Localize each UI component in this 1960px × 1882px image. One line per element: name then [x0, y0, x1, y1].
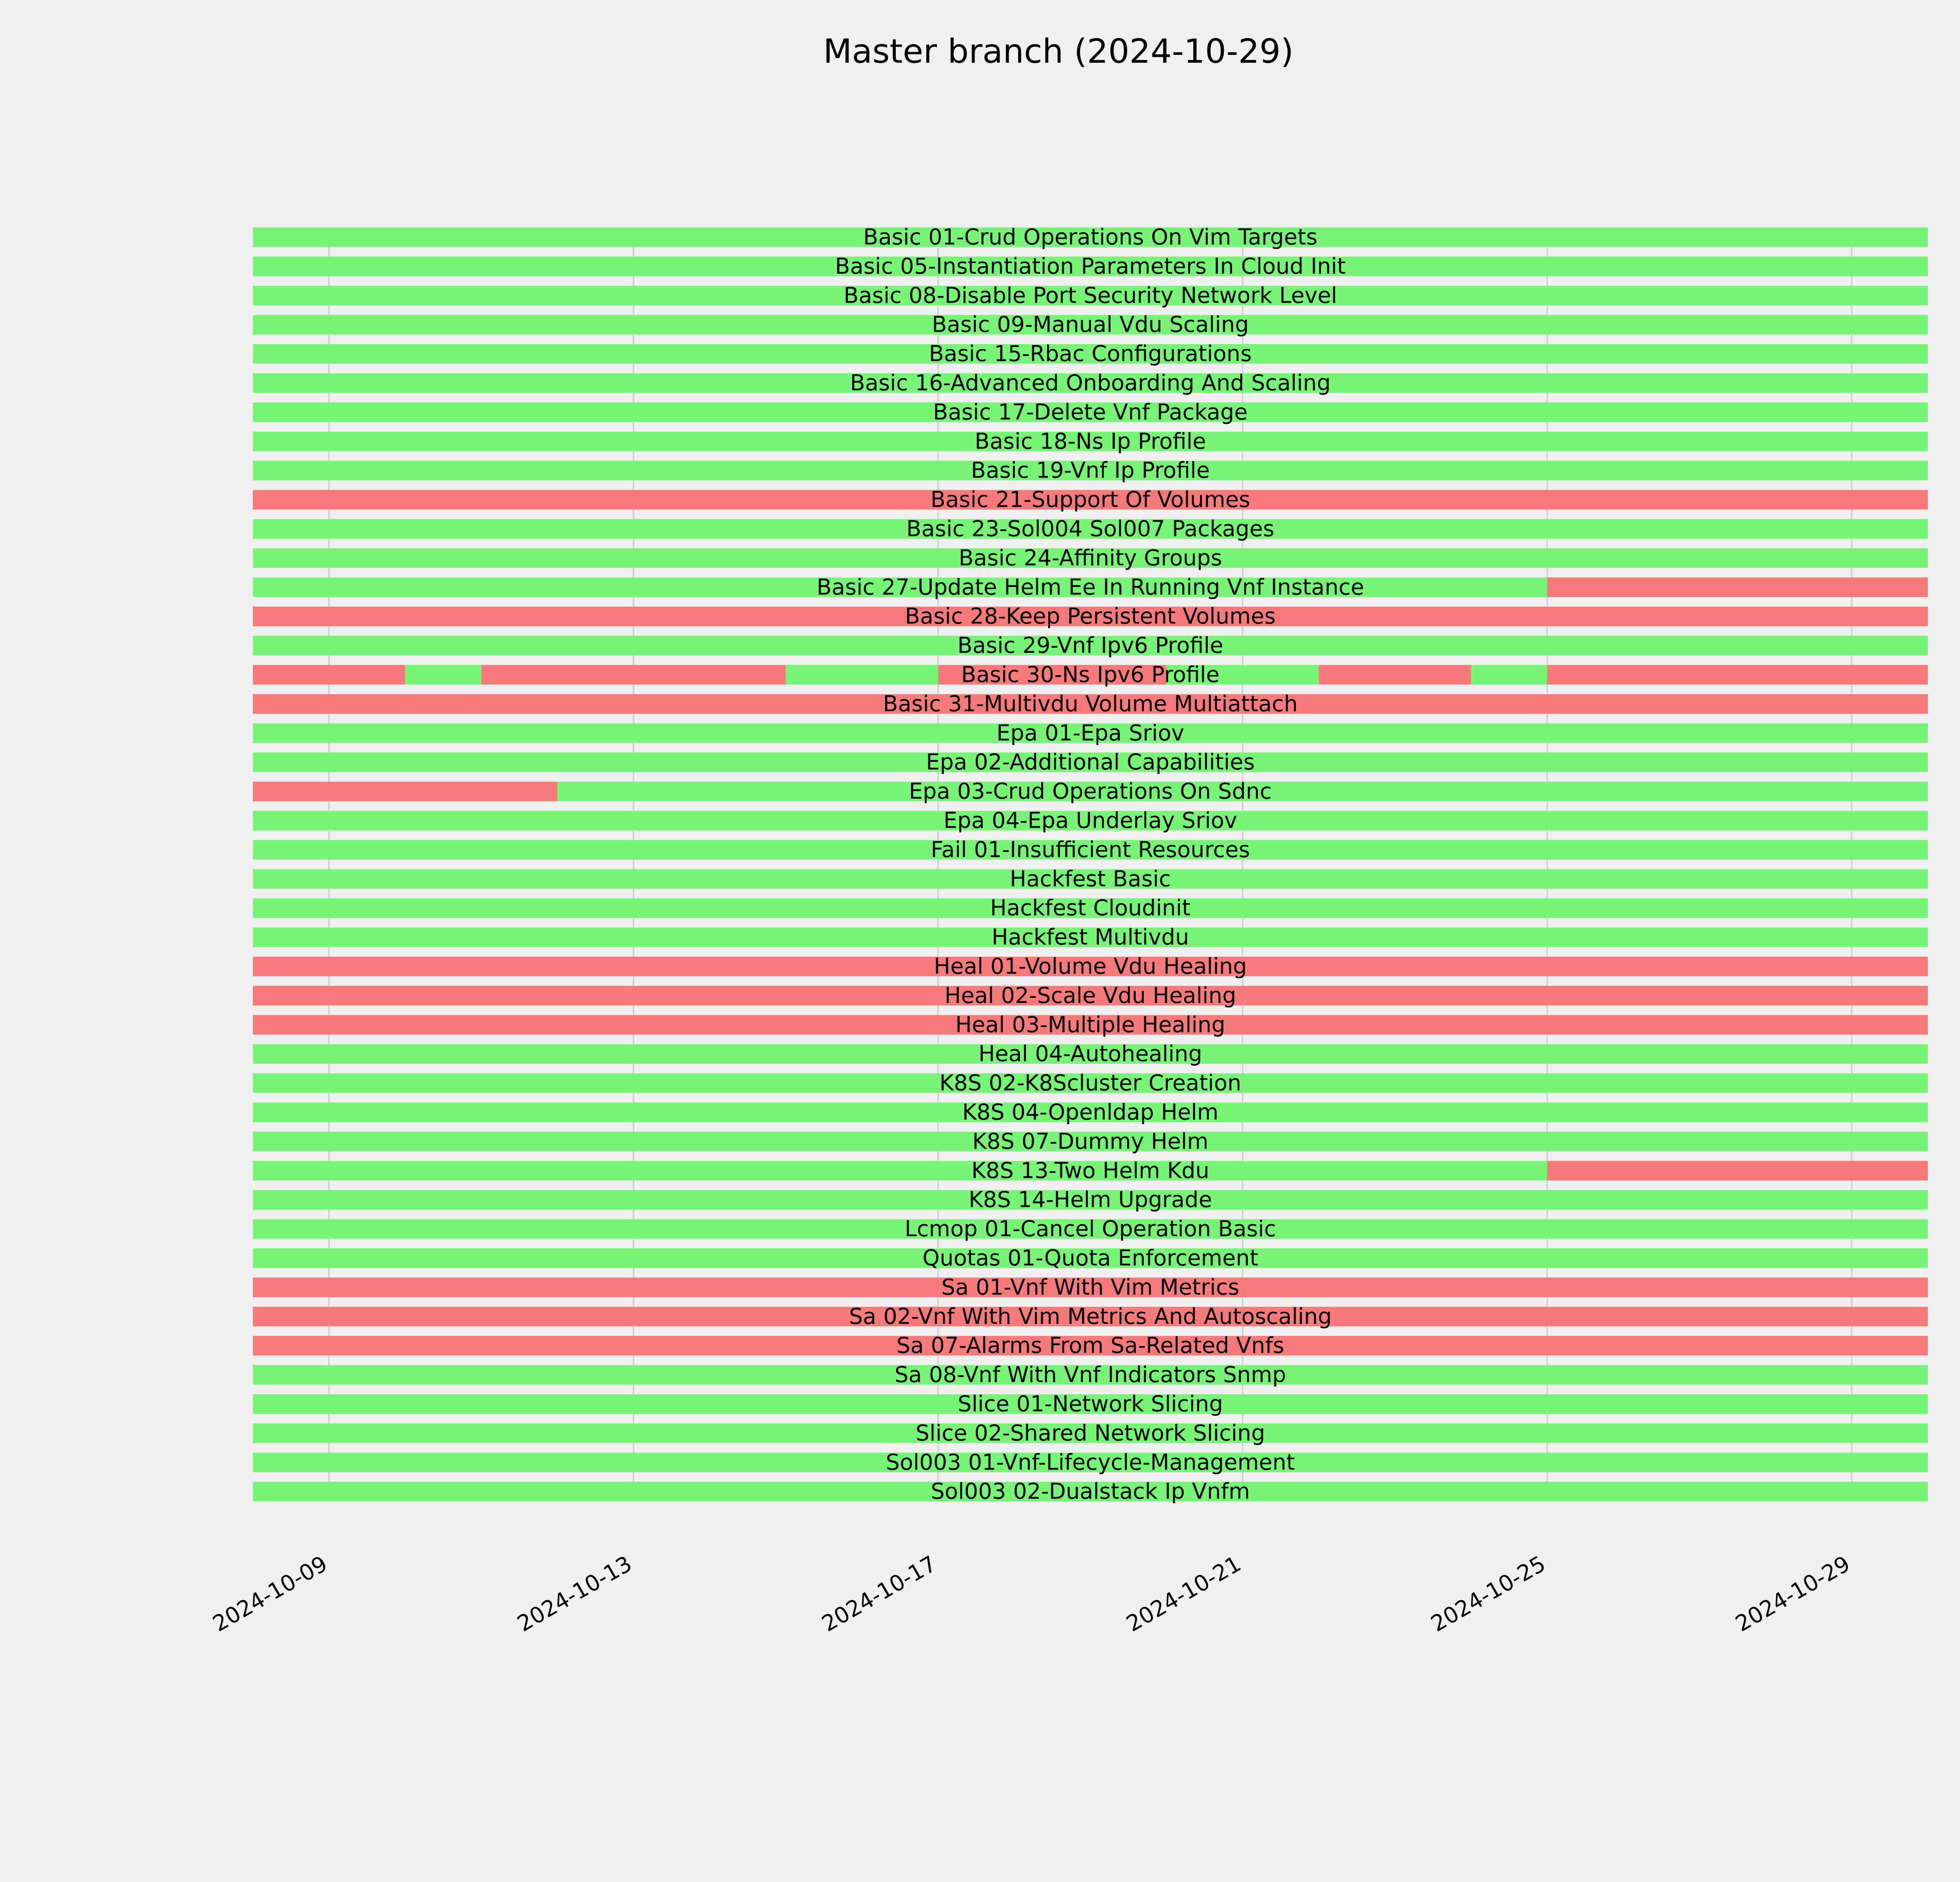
bar-segment-fail [1547, 1161, 1928, 1181]
row-label: Basic 16-Advanced Onboarding And Scaling [850, 370, 1331, 396]
x-tick-label: 2024-10-09 [208, 1551, 332, 1637]
x-tick-label: 2024-10-17 [817, 1551, 941, 1637]
row-label: Basic 17-Delete Vnf Package [933, 399, 1248, 425]
x-tick-label: 2024-10-29 [1731, 1551, 1855, 1637]
row-label: K8S 02-K8Scluster Creation [939, 1070, 1241, 1096]
bar-segment-fail [1547, 578, 1928, 597]
bar-segment-pass [1471, 665, 1547, 685]
row-label: K8S 07-Dummy Helm [972, 1128, 1209, 1154]
row-label: Basic 21-Support Of Volumes [930, 487, 1250, 513]
x-tick-label: 2024-10-13 [513, 1551, 637, 1637]
row-label: K8S 14-Helm Upgrade [968, 1187, 1212, 1213]
x-tick-label: 2024-10-25 [1426, 1551, 1550, 1637]
row-label: Heal 02-Scale Vdu Healing [944, 983, 1236, 1008]
row-label: Epa 02-Additional Capabilities [926, 749, 1255, 775]
bar-segment-pass [405, 665, 481, 685]
bar-segment-pass [786, 665, 938, 685]
bar-segment-fail [1319, 665, 1471, 685]
row-label: Heal 01-Volume Vdu Healing [934, 954, 1247, 979]
x-axis-ticks [209, 1551, 1855, 1637]
row-label: Basic 23-Sol004 Sol007 Packages [906, 516, 1274, 542]
row-label: K8S 13-Two Helm Kdu [971, 1158, 1210, 1184]
row-label: Heal 03-Multiple Healing [955, 1012, 1225, 1038]
row-label: Quotas 01-Quota Enforcement [922, 1245, 1258, 1271]
row-label: Hackfest Cloudinit [990, 895, 1191, 921]
bar-segment-pass [253, 1161, 1547, 1181]
row-label: Hackfest Multivdu [991, 925, 1189, 950]
row-label: Epa 01-Epa Sriov [996, 720, 1185, 746]
x-tick-label: 2024-10-21 [1122, 1551, 1245, 1637]
row-label: Basic 08-Disable Port Security Network Level [843, 283, 1338, 309]
row-label: K8S 04-Openldap Helm [962, 1099, 1219, 1125]
row-label: Epa 04-Epa Underlay Sriov [943, 808, 1238, 834]
row-label: Basic 09-Manual Vdu Scaling [932, 312, 1249, 338]
bar-segment-fail [481, 665, 786, 685]
bar-segment-fail [253, 665, 405, 685]
row-label: Sa 07-Alarms From Sa-Related Vnfs [896, 1333, 1285, 1359]
row-label: Basic 18-Ns Ip Profile [975, 429, 1206, 454]
row-label: Heal 04-Autohealing [978, 1041, 1202, 1067]
row-label: Basic 31-Multivdu Volume Multiattach [883, 691, 1298, 717]
row-label: Basic 28-Keep Persistent Volumes [905, 603, 1276, 629]
row-label: Sa 02-Vnf With Vim Metrics And Autoscaling [849, 1304, 1332, 1330]
row-label: Basic 05-Instantiation Parameters In Cloud Init [835, 253, 1346, 279]
row-label: Basic 30-Ns Ipv6 Profile [961, 662, 1220, 688]
row-label: Basic 27-Update Helm Ee In Running Vnf Instance [817, 574, 1364, 600]
row-label: Slice 01-Network Slicing [958, 1391, 1223, 1417]
row-label: Basic 01-Crud Operations On Vim Targets [863, 224, 1318, 250]
bar-segment-fail [253, 782, 557, 801]
row-label: Basic 29-Vnf Ipv6 Profile [957, 633, 1223, 659]
row-label: Fail 01-Insufficient Resources [931, 837, 1250, 863]
chart-title: Master branch (2024-10-29) [823, 32, 1294, 71]
row-label: Basic 24-Affinity Groups [958, 545, 1222, 571]
row-label: Basic 15-Rbac Configurations [929, 341, 1252, 367]
row-label: Lcmop 01-Cancel Operation Basic [904, 1216, 1276, 1242]
row-label: Sa 08-Vnf With Vnf Indicators Snmp [894, 1362, 1287, 1388]
row-label: Slice 02-Shared Network Slicing [915, 1420, 1265, 1446]
bar-segment-fail [1547, 665, 1928, 685]
row-label: Sol003 01-Vnf-Lifecycle-Management [886, 1450, 1295, 1475]
row-label: Sol003 02-Dualstack Ip Vnfm [931, 1479, 1250, 1504]
row-label: Sa 01-Vnf With Vim Metrics [941, 1274, 1240, 1300]
row-label: Hackfest Basic [1009, 866, 1171, 892]
row-label: Epa 03-Crud Operations On Sdnc [909, 779, 1272, 805]
row-label: Basic 19-Vnf Ip Profile [971, 458, 1210, 483]
